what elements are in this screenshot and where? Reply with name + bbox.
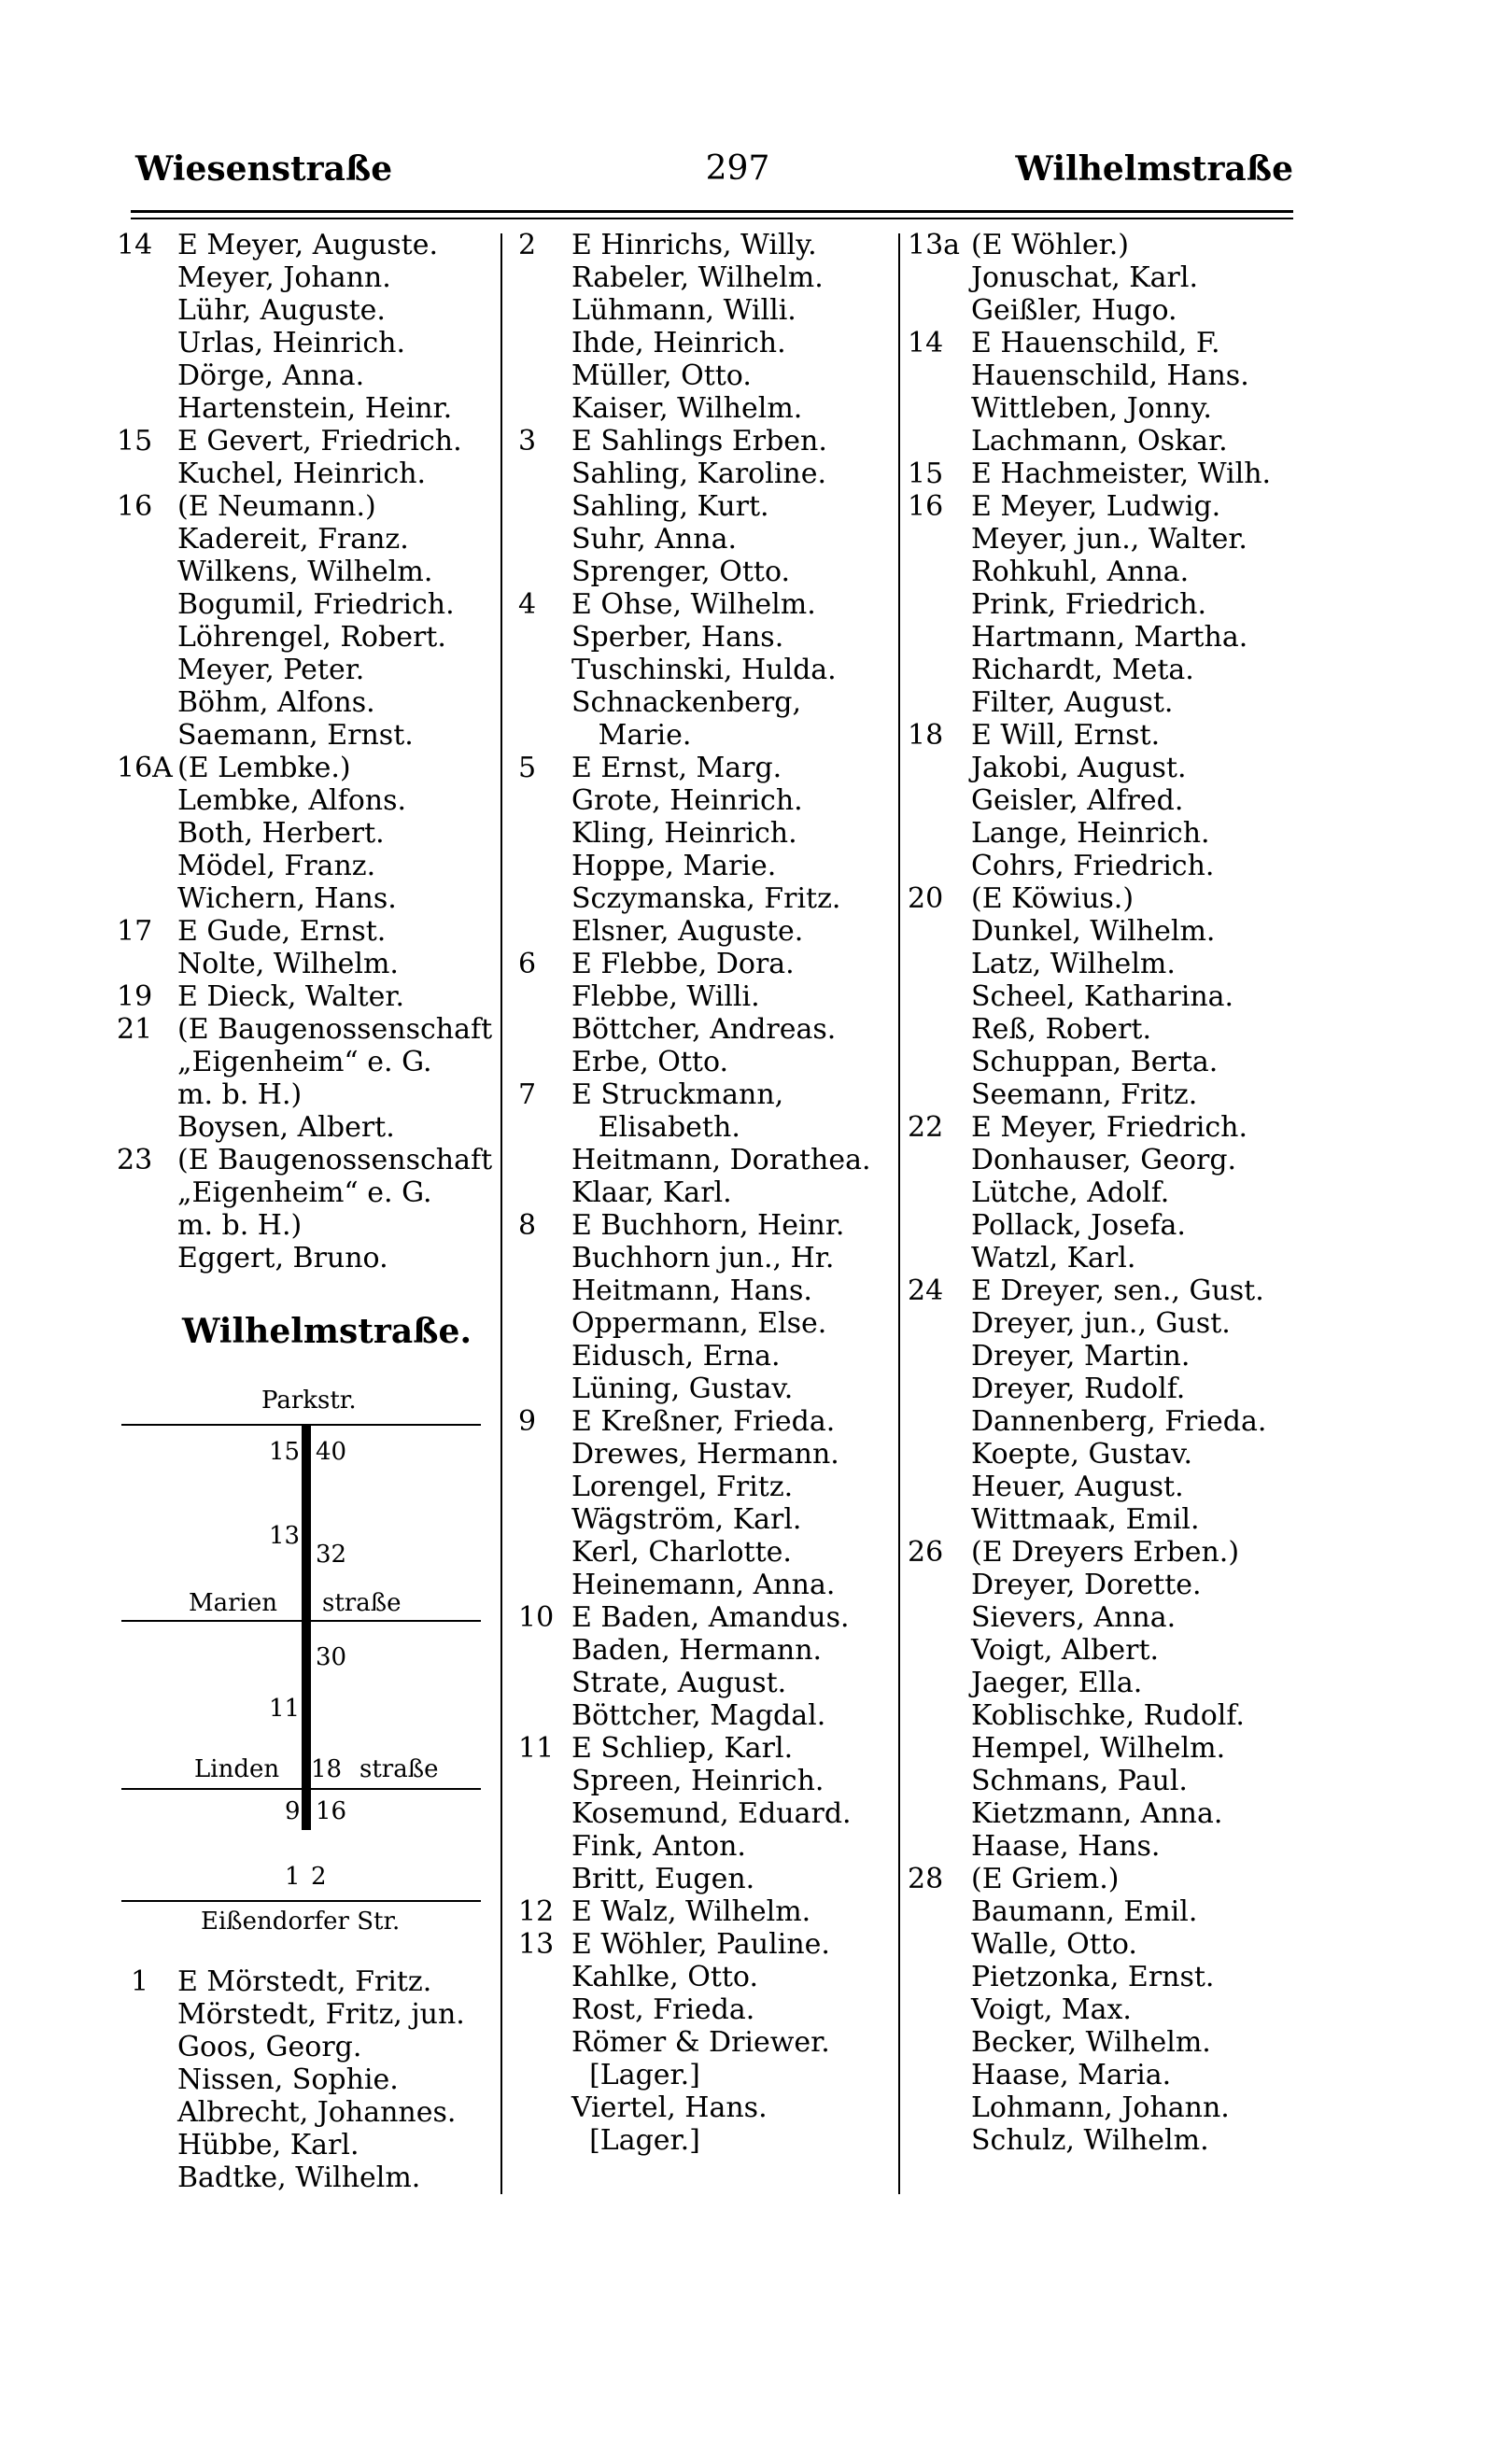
resident-name: Seemann, Fritz.	[971, 1078, 1198, 1111]
resident-name: Baden, Hermann.	[571, 1634, 823, 1667]
house-number: 26	[908, 1536, 944, 1569]
resident-name: Boysen, Albert.	[177, 1111, 395, 1144]
resident-name: Böttcher, Magdal.	[571, 1699, 826, 1732]
house-number: 15	[117, 425, 153, 458]
resident-name: E Struckmann,	[571, 1078, 784, 1111]
resident-name: Filter, August.	[971, 686, 1174, 719]
house-number: 8	[518, 1209, 537, 1242]
resident-name: Heitmann, Hans.	[571, 1274, 812, 1307]
map-num-1: 1	[285, 1863, 301, 1891]
resident-name: Hartmann, Martha.	[971, 621, 1248, 654]
resident-name: Schulz, Wilhelm.	[971, 2124, 1209, 2157]
map-num-11: 11	[269, 1695, 301, 1723]
resident-name: Jakobi, August.	[971, 752, 1187, 784]
resident-name: Hempel, Wilhelm.	[971, 1732, 1226, 1765]
resident-name: E Flebbe, Dora.	[571, 948, 795, 980]
resident-name: Erbe, Otto.	[571, 1046, 729, 1078]
resident-name: Löhrengel, Robert.	[177, 621, 446, 654]
house-number: 3	[518, 425, 537, 458]
resident-name: E Gude, Ernst.	[177, 915, 387, 948]
resident-name: Dreyer, Rudolf.	[971, 1373, 1186, 1405]
resident-name: Koblischke, Rudolf.	[971, 1699, 1245, 1732]
map-num-32: 32	[316, 1541, 347, 1569]
resident-name: E Wöhler, Pauline.	[571, 1928, 830, 1961]
resident-name: Rabeler, Wilhelm.	[571, 261, 824, 294]
resident-name: E Meyer, Friedrich.	[971, 1111, 1248, 1144]
house-number: 9	[518, 1405, 537, 1438]
house-number: 2	[518, 229, 537, 261]
resident-name: [Lager.]	[571, 2124, 700, 2157]
resident-name: Schmans, Paul.	[971, 1765, 1188, 1797]
resident-name: Eidusch, Erna.	[571, 1340, 781, 1373]
resident-name: Meyer, jun., Walter.	[971, 523, 1247, 556]
map-cross1-right: straße	[322, 1589, 402, 1617]
resident-name: Voigt, Albert.	[971, 1634, 1160, 1667]
section-title: Wilhelmstraße.	[182, 1312, 472, 1351]
house-number: 16	[117, 490, 153, 523]
resident-name: Hartenstein, Heinr.	[177, 392, 453, 425]
resident-name: Klaar, Karl.	[571, 1176, 732, 1209]
resident-name: Römer & Driewer.	[571, 2026, 830, 2059]
house-number: 17	[117, 915, 153, 948]
resident-name: Heuer, August.	[971, 1471, 1184, 1503]
resident-name: Meyer, Johann.	[177, 261, 391, 294]
resident-name: Lühr, Auguste.	[177, 294, 386, 327]
resident-name: Sahling, Karoline.	[571, 458, 827, 490]
house-number: 23	[117, 1144, 153, 1176]
resident-name: Nolte, Wilhelm.	[177, 948, 399, 980]
map-cross2-left: Linden	[194, 1755, 280, 1783]
house-number: 20	[908, 882, 944, 915]
resident-name: (E Dreyers Erben.)	[971, 1536, 1240, 1569]
resident-name: Goos, Georg.	[177, 2031, 362, 2063]
resident-name: Nissen, Sophie.	[177, 2063, 399, 2096]
resident-name: Eggert, Bruno.	[177, 1242, 388, 1274]
resident-name: Wilkens, Wilhelm.	[177, 556, 433, 588]
resident-name: Sievers, Anna.	[971, 1601, 1177, 1634]
resident-name: Both, Herbert.	[177, 817, 385, 850]
map-main-street	[302, 1424, 311, 1830]
map-num-16: 16	[316, 1797, 347, 1825]
map-cross1-line-right	[311, 1620, 481, 1622]
map-top-street: Parkstr.	[261, 1387, 357, 1415]
house-number: 21	[117, 1013, 153, 1046]
house-number: 15	[908, 458, 944, 490]
house-number: 1	[131, 1965, 149, 1998]
resident-name: „Eigenheim“ e. G.	[177, 1046, 432, 1078]
map-cross1-left: Marien	[189, 1589, 277, 1617]
column-divider-2	[898, 233, 900, 2194]
header-rule	[131, 210, 1293, 213]
resident-name: m. b. H.)	[177, 1209, 303, 1242]
resident-name: Donhauser, Georg.	[971, 1144, 1237, 1176]
resident-name: Hübbe, Karl.	[177, 2129, 359, 2161]
resident-name: Jaeger, Ella.	[971, 1667, 1143, 1699]
resident-name: Pietzonka, Ernst.	[971, 1961, 1215, 1993]
resident-name: Baumann, Emil.	[971, 1895, 1198, 1928]
house-number: 19	[117, 980, 153, 1013]
house-number: 16A	[117, 752, 173, 784]
resident-name: Lüning, Gustav.	[571, 1373, 794, 1405]
resident-name: Böttcher, Andreas.	[571, 1013, 837, 1046]
resident-name: E Ohse, Wilhelm.	[571, 588, 816, 621]
resident-name: Saemann, Ernst.	[177, 719, 414, 752]
resident-name: Mödel, Franz.	[177, 850, 376, 882]
resident-name: Dunkel, Wilhelm.	[971, 915, 1216, 948]
resident-name: Haase, Hans.	[971, 1830, 1161, 1863]
resident-name: Elsner, Auguste.	[571, 915, 804, 948]
resident-name: Kerl, Charlotte.	[571, 1536, 792, 1569]
resident-name: Bogumil, Friedrich.	[177, 588, 455, 621]
resident-name: (E Griem.)	[971, 1863, 1120, 1895]
house-number: 16	[908, 490, 944, 523]
resident-name: Lühmann, Willi.	[571, 294, 796, 327]
header-rule-thin	[131, 218, 1293, 219]
resident-name: Heitmann, Dorathea.	[571, 1144, 871, 1176]
resident-name: m. b. H.)	[177, 1078, 303, 1111]
resident-name: (E Neumann.)	[177, 490, 376, 523]
resident-name: Dreyer, Martin.	[971, 1340, 1191, 1373]
resident-name: E Mörstedt, Fritz.	[177, 1965, 432, 1998]
resident-name: E Meyer, Ludwig.	[971, 490, 1221, 523]
map-num-2: 2	[311, 1863, 327, 1891]
resident-name: Oppermann, Else.	[571, 1307, 827, 1340]
resident-name: Grote, Heinrich.	[571, 784, 803, 817]
resident-name: (E Baugenossenschaft	[177, 1013, 493, 1046]
resident-name: Flebbe, Willi.	[571, 980, 760, 1013]
resident-name: Dreyer, jun., Gust.	[971, 1307, 1231, 1340]
resident-name: (E Köwius.)	[971, 882, 1135, 915]
resident-name: Kahlke, Otto.	[571, 1961, 758, 1993]
map-num-13: 13	[269, 1522, 301, 1550]
resident-name: „Eigenheim“ e. G.	[177, 1176, 432, 1209]
resident-name: (E Wöhler.)	[971, 229, 1129, 261]
resident-name: Tuschinski, Hulda.	[571, 654, 837, 686]
resident-name: E Hinrichs, Willy.	[571, 229, 817, 261]
resident-name: Becker, Wilhelm.	[971, 2026, 1211, 2059]
resident-name: Hauenschild, Hans.	[971, 359, 1249, 392]
resident-name: Dörge, Anna.	[177, 359, 365, 392]
resident-name: E Meyer, Auguste.	[177, 229, 438, 261]
house-number: 7	[518, 1078, 537, 1111]
resident-name: Hoppe, Marie.	[571, 850, 777, 882]
resident-name: E Hauenschild, F.	[971, 327, 1220, 359]
resident-name: Koepte, Gustav.	[971, 1438, 1193, 1471]
map-bottom-street: Eißendorfer Str.	[201, 1908, 401, 1936]
resident-name: Scheel, Katharina.	[971, 980, 1234, 1013]
resident-name: Müller, Otto.	[571, 359, 752, 392]
resident-name: Geisler, Alfred.	[971, 784, 1184, 817]
resident-name: Dannenberg, Frieda.	[971, 1405, 1267, 1438]
resident-name: Dreyer, Dorette.	[971, 1569, 1202, 1601]
resident-name: Marie.	[571, 719, 692, 752]
map-cross1-line-left	[121, 1620, 302, 1622]
map-line-bottom	[121, 1900, 481, 1902]
resident-name: Ihde, Heinrich.	[571, 327, 786, 359]
resident-name: E Buchhorn, Heinr.	[571, 1209, 845, 1242]
map-num-9: 9	[285, 1797, 301, 1825]
resident-name: Richardt, Meta.	[971, 654, 1194, 686]
resident-name: E Hachmeister, Wilh.	[971, 458, 1272, 490]
resident-name: Suhr, Anna.	[571, 523, 738, 556]
resident-name: Pollack, Josefa.	[971, 1209, 1186, 1242]
resident-name: Kietzmann, Anna.	[971, 1797, 1223, 1830]
header-right-street: Wilhelmstraße	[1015, 149, 1293, 189]
resident-name: Lembke, Alfons.	[177, 784, 407, 817]
resident-name: Elisabeth.	[571, 1111, 740, 1144]
resident-name: Reß, Robert.	[971, 1013, 1151, 1046]
house-number: 28	[908, 1863, 944, 1895]
resident-name: Heinemann, Anna.	[571, 1569, 836, 1601]
resident-name: Sczymanska, Fritz.	[571, 882, 841, 915]
resident-name: Kosemund, Eduard.	[571, 1797, 852, 1830]
house-number: 13	[518, 1928, 555, 1961]
resident-name: Lachmann, Oskar.	[971, 425, 1228, 458]
resident-name: Sahling, Kurt.	[571, 490, 769, 523]
resident-name: E Schliep, Karl.	[571, 1732, 794, 1765]
street-map	[121, 1382, 514, 1942]
map-num-18: 18	[311, 1755, 343, 1783]
resident-name: Wichern, Hans.	[177, 882, 397, 915]
resident-name: Mörstedt, Fritz, jun.	[177, 1998, 465, 2031]
resident-name: Kaiser, Wilhelm.	[571, 392, 803, 425]
resident-name: Spreen, Heinrich.	[571, 1765, 825, 1797]
resident-name: Wittmaak, Emil.	[971, 1503, 1200, 1536]
resident-name: Lorengel, Fritz.	[571, 1471, 794, 1503]
resident-name: Geißler, Hugo.	[971, 294, 1177, 327]
resident-name: Urlas, Heinrich.	[177, 327, 405, 359]
resident-name: Meyer, Peter.	[177, 654, 365, 686]
resident-name: Kadereit, Franz.	[177, 523, 409, 556]
resident-name: Cohrs, Friedrich.	[971, 850, 1215, 882]
map-num-15: 15	[269, 1438, 301, 1466]
resident-name: Kuchel, Heinrich.	[177, 458, 427, 490]
resident-name: Schnackenberg,	[571, 686, 801, 719]
map-num-30: 30	[316, 1643, 347, 1671]
header-left-street: Wiesenstraße	[135, 149, 393, 189]
house-number: 5	[518, 752, 537, 784]
resident-name: Sperber, Hans.	[571, 621, 784, 654]
map-cross2-right: straße	[359, 1755, 439, 1783]
resident-name: E Baden, Amandus.	[571, 1601, 850, 1634]
resident-name: E Dieck, Walter.	[177, 980, 404, 1013]
resident-name: Rost, Frieda.	[571, 1993, 755, 2026]
house-number: 14	[117, 229, 153, 261]
resident-name: Lütche, Adolf.	[971, 1176, 1170, 1209]
house-number: 11	[518, 1732, 555, 1765]
resident-name: Böhm, Alfons.	[177, 686, 375, 719]
resident-name: Kling, Heinrich.	[571, 817, 797, 850]
resident-name: Viertel, Hans.	[571, 2091, 768, 2124]
resident-name: E Kreßner, Frieda.	[571, 1405, 836, 1438]
house-number: 12	[518, 1895, 555, 1928]
resident-name: Albrecht, Johannes.	[177, 2096, 457, 2129]
resident-name: Britt, Eugen.	[571, 1863, 755, 1895]
map-num-40: 40	[316, 1438, 347, 1466]
house-number: 24	[908, 1274, 944, 1307]
resident-name: Fink, Anton.	[571, 1830, 746, 1863]
resident-name: [Lager.]	[571, 2059, 700, 2091]
resident-name: Lohmann, Johann.	[971, 2091, 1230, 2124]
house-number: 6	[518, 948, 537, 980]
resident-name: Lange, Heinrich.	[971, 817, 1210, 850]
resident-name: Rohkuhl, Anna.	[971, 556, 1190, 588]
resident-name: Prink, Friedrich.	[971, 588, 1206, 621]
house-number: 4	[518, 588, 537, 621]
house-number: 22	[908, 1111, 944, 1144]
resident-name: Jonuschat, Karl.	[971, 261, 1199, 294]
resident-name: Strate, August.	[571, 1667, 787, 1699]
resident-name: (E Lembke.)	[177, 752, 351, 784]
resident-name: E Will, Ernst.	[971, 719, 1161, 752]
resident-name: E Gevert, Friedrich.	[177, 425, 462, 458]
resident-name: Wägström, Karl.	[571, 1503, 802, 1536]
resident-name: Wittleben, Jonny.	[971, 392, 1212, 425]
resident-name: Buchhorn jun., Hr.	[571, 1242, 835, 1274]
resident-name: Latz, Wilhelm.	[971, 948, 1176, 980]
resident-name: E Ernst, Marg.	[571, 752, 782, 784]
resident-name: E Dreyer, sen., Gust.	[971, 1274, 1264, 1307]
resident-name: Voigt, Max.	[971, 1993, 1132, 2026]
house-number: 14	[908, 327, 944, 359]
house-number: 18	[908, 719, 944, 752]
resident-name: (E Baugenossenschaft	[177, 1144, 493, 1176]
resident-name: Badtke, Wilhelm.	[177, 2161, 421, 2194]
map-cross2-line-left	[121, 1788, 302, 1790]
resident-name: E Sahlings Erben.	[571, 425, 827, 458]
house-number: 10	[518, 1601, 555, 1634]
map-cross2-line-right	[311, 1788, 481, 1790]
resident-name: Drewes, Hermann.	[571, 1438, 839, 1471]
page-number: 297	[705, 149, 770, 188]
resident-name: E Walz, Wilhelm.	[571, 1895, 811, 1928]
resident-name: Walle, Otto.	[971, 1928, 1137, 1961]
resident-name: Sprenger, Otto.	[571, 556, 791, 588]
resident-name: Haase, Maria.	[971, 2059, 1172, 2091]
resident-name: Schuppan, Berta.	[971, 1046, 1219, 1078]
resident-name: Watzl, Karl.	[971, 1242, 1136, 1274]
house-number: 13a	[908, 229, 961, 261]
